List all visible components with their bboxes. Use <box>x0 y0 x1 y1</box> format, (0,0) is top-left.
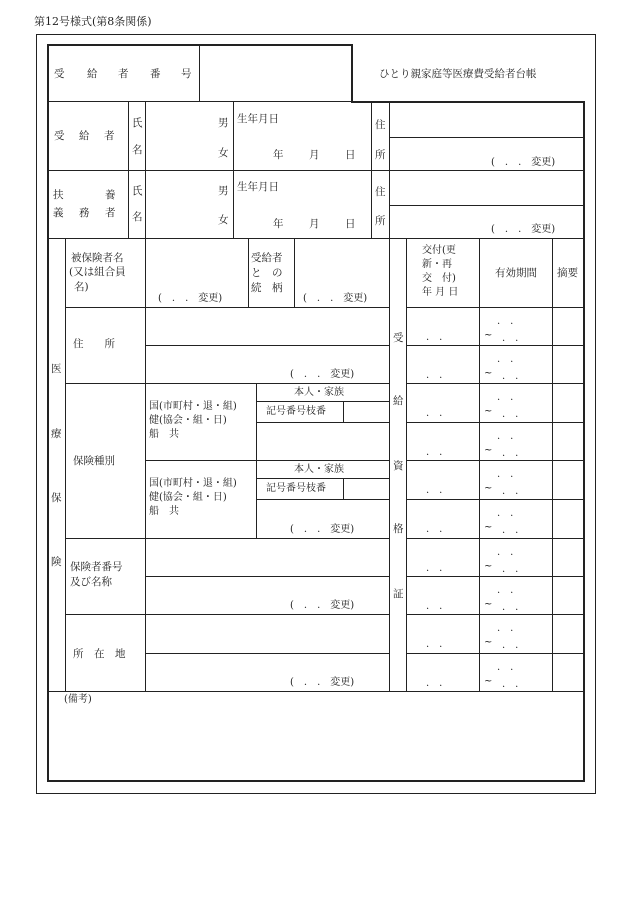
table-border-left <box>47 44 49 782</box>
rule <box>407 422 583 423</box>
rule <box>407 538 583 539</box>
cert-valid-tilde: ~ <box>484 637 493 648</box>
supporter-address-field[interactable] <box>392 172 581 204</box>
insurance-option-a3[interactable]: 船 共 <box>149 429 179 440</box>
relation-label-3: 続 柄 <box>251 282 283 294</box>
cert-valid-from[interactable]: . . <box>497 585 514 596</box>
cert-remarks-cell[interactable] <box>555 309 581 343</box>
cert-valid-from[interactable]: . . <box>497 508 514 519</box>
table-border-top-right <box>351 101 585 103</box>
insured-name-field[interactable] <box>148 241 246 289</box>
rule <box>390 205 583 206</box>
insurer-change: ( . . 変更) <box>290 600 355 611</box>
rule <box>407 307 583 308</box>
supporter-name-label-1: 氏 <box>132 185 143 197</box>
cert-valid-to[interactable]: . . <box>502 486 519 497</box>
relation-change: ( . . 変更) <box>303 293 368 304</box>
supporter-sex-female[interactable]: 女 <box>218 214 229 226</box>
recipient-dob-day: 日 <box>345 149 356 161</box>
cert-valid-tilde: ~ <box>484 483 493 494</box>
insurance-option-b3[interactable]: 船 共 <box>149 506 179 517</box>
address-row-label: 住 所 <box>73 338 115 350</box>
cert-valid-to[interactable]: . . <box>502 602 519 613</box>
insurance-symbol-b: 記号番号枝番 <box>266 483 326 494</box>
rule <box>407 460 583 461</box>
cert-valid-tilde: ~ <box>484 368 493 379</box>
relation-field[interactable] <box>296 241 387 289</box>
insurer-label-1: 保険者番号 <box>70 561 123 573</box>
cert-valid-from[interactable]: . . <box>497 316 514 327</box>
form-number: 第12号様式(第8条関係) <box>34 15 152 28</box>
cert-remarks-cell[interactable] <box>555 578 581 612</box>
rule <box>66 307 389 308</box>
cert-remarks-cell[interactable] <box>555 655 581 689</box>
cert-issue-date[interactable]: . . <box>426 639 443 650</box>
cert-valid-from[interactable]: . . <box>497 547 514 558</box>
recipient-sex-female[interactable]: 女 <box>218 147 229 159</box>
rule <box>146 345 389 346</box>
rule <box>257 422 389 423</box>
cert-issue-date[interactable]: . . <box>426 408 443 419</box>
insurance-type-change: ( . . 変更) <box>290 524 355 535</box>
insurance-option-b2[interactable]: 健(協会・組・日) <box>149 492 227 503</box>
cert-valid-to[interactable]: . . <box>502 679 519 690</box>
rule <box>49 238 583 239</box>
cert-issue-date[interactable]: . . <box>426 332 443 343</box>
recipient-name-field[interactable] <box>148 104 218 168</box>
supporter-name-field[interactable] <box>148 172 218 236</box>
table-border-notch <box>351 44 353 102</box>
rule <box>407 653 583 654</box>
recipient-dob-year: 年 <box>273 149 284 161</box>
recipient-number-field[interactable] <box>202 48 350 100</box>
rule <box>407 614 583 615</box>
insurer-label-2: 及び名称 <box>70 576 112 588</box>
rule <box>407 383 583 384</box>
cert-remarks-cell[interactable] <box>555 462 581 496</box>
cert-valid-tilde: ~ <box>484 522 493 533</box>
recipient-dob-month: 月 <box>309 149 320 161</box>
remarks-field[interactable] <box>52 710 581 778</box>
recipient-address-change: ( . . 変更) <box>491 157 556 168</box>
supporter-dob-year: 年 <box>273 218 284 230</box>
cert-valid-from[interactable]: . . <box>497 623 514 634</box>
rule <box>233 102 234 238</box>
insurance-option-b1[interactable]: 国(市町村・退・組) <box>149 478 237 489</box>
cert-issue-date[interactable]: . . <box>426 563 443 574</box>
recipient-name-label-2: 名 <box>132 144 143 156</box>
cert-valid-to[interactable]: . . <box>502 409 519 420</box>
cert-valid-from[interactable]: . . <box>497 392 514 403</box>
address-row-field[interactable] <box>148 310 387 343</box>
cert-remarks-cell[interactable] <box>555 424 581 458</box>
recipient-sex-male[interactable]: 男 <box>218 117 229 129</box>
rule <box>371 102 372 238</box>
cert-valid-to[interactable]: . . <box>502 371 519 382</box>
rule <box>407 499 583 500</box>
rule <box>256 384 257 538</box>
rule <box>389 102 390 238</box>
cert-issue-date[interactable]: . . <box>426 485 443 496</box>
location-field[interactable] <box>148 617 387 651</box>
recipient-name-label-1: 氏 <box>132 117 143 129</box>
cert-valid-to[interactable]: . . <box>502 448 519 459</box>
cert-valid-tilde: ~ <box>484 676 493 687</box>
outer-frame-right <box>595 34 596 794</box>
cert-valid-to[interactable]: . . <box>502 525 519 536</box>
recipient-dob-label: 生年月日 <box>237 113 279 125</box>
cert-valid-to[interactable]: . . <box>502 333 519 344</box>
recipient-address-label-2: 所 <box>375 149 386 161</box>
supporter-sex-male[interactable]: 男 <box>218 185 229 197</box>
rule <box>66 538 389 539</box>
cert-valid-from[interactable]: . . <box>497 354 514 365</box>
cert-remarks-cell[interactable] <box>555 347 581 381</box>
remarks-label: (備考) <box>64 694 92 705</box>
cert-remarks-cell[interactable] <box>555 540 581 574</box>
cert-valid-tilde: ~ <box>484 599 493 610</box>
address-row-change: ( . . 変更) <box>290 369 355 380</box>
insurance-option-a2[interactable]: 健(協会・組・日) <box>149 415 227 426</box>
supporter-dob-month: 月 <box>309 218 320 230</box>
cert-valid-from[interactable]: . . <box>497 431 514 442</box>
rule <box>49 101 352 102</box>
rule <box>146 576 389 577</box>
rule <box>66 383 389 384</box>
rule <box>343 401 344 422</box>
cert-remarks-cell[interactable] <box>555 385 581 419</box>
cert-remarks-cell[interactable] <box>555 616 581 650</box>
rule <box>389 239 390 691</box>
cert-valid-tilde: ~ <box>484 330 493 341</box>
rule <box>199 46 200 101</box>
rule <box>390 137 583 138</box>
rule <box>66 614 389 615</box>
rule <box>49 170 583 171</box>
location-label: 所 在 地 <box>73 648 126 660</box>
cert-valid-tilde: ~ <box>484 445 493 456</box>
outer-frame-top <box>36 34 596 35</box>
recipient-address-label-1: 住 <box>375 119 386 131</box>
rule <box>146 460 389 461</box>
insurance-option-a1[interactable]: 国(市町村・退・組) <box>149 401 237 412</box>
supporter-address-change: ( . . 変更) <box>491 224 556 235</box>
rule <box>257 499 389 500</box>
supporter-name-label-2: 名 <box>132 211 143 223</box>
cert-validity-header: 有効期間 <box>495 267 537 279</box>
cert-issue-date[interactable]: . . <box>426 370 443 381</box>
recipient-address-field[interactable] <box>392 104 581 136</box>
cert-issue-date[interactable]: . . <box>426 678 443 689</box>
rule <box>146 653 389 654</box>
supporter-dob-label: 生年月日 <box>237 181 279 193</box>
insurance-symbol-a: 記号番号枝番 <box>266 406 326 417</box>
rule <box>343 478 344 499</box>
supporter-address-label-1: 住 <box>375 186 386 198</box>
table-border-right <box>583 101 585 782</box>
insurance-holder-a[interactable]: 本人・家族 <box>294 387 344 398</box>
insured-name-label-3: 名) <box>74 281 89 293</box>
cert-issue-date[interactable]: . . <box>426 601 443 612</box>
rule <box>257 478 389 479</box>
relation-label-1: 受給者 <box>251 252 283 264</box>
rule <box>145 102 146 238</box>
rule <box>407 576 583 577</box>
insurance-holder-b[interactable]: 本人・家族 <box>294 464 344 475</box>
rule <box>294 239 295 307</box>
rule <box>128 102 129 238</box>
cert-valid-tilde: ~ <box>484 406 493 417</box>
cert-valid-from[interactable]: . . <box>497 662 514 673</box>
rule <box>407 345 583 346</box>
insured-name-change: ( . . 変更) <box>158 293 223 304</box>
cert-valid-to[interactable]: . . <box>502 640 519 651</box>
outer-frame-bottom <box>36 793 596 794</box>
cert-valid-from[interactable]: . . <box>497 469 514 480</box>
insured-name-label-2: (又は組合員 <box>69 266 126 278</box>
rule <box>248 239 249 307</box>
relation-label-2: と の <box>251 267 283 279</box>
supporter-dob-day: 日 <box>345 218 356 230</box>
insurance-type-label: 保険種別 <box>73 455 115 467</box>
cert-remarks-cell[interactable] <box>555 501 581 535</box>
form-title: ひとり親家庭等医療費受給者台帳 <box>379 68 537 80</box>
table-border-bottom <box>47 780 585 782</box>
location-change: ( . . 変更) <box>290 677 355 688</box>
rule <box>49 691 583 692</box>
insurer-field[interactable] <box>148 541 387 574</box>
cert-valid-tilde: ~ <box>484 561 493 572</box>
cert-issue-date[interactable]: . . <box>426 447 443 458</box>
cert-issue-date[interactable]: . . <box>426 524 443 535</box>
rule <box>257 401 389 402</box>
outer-frame-left <box>36 34 37 794</box>
insured-name-label-1: 被保険者名 <box>71 252 124 264</box>
cert-remarks-header: 摘要 <box>557 267 578 279</box>
cert-valid-to[interactable]: . . <box>502 564 519 575</box>
supporter-address-label-2: 所 <box>375 215 386 227</box>
